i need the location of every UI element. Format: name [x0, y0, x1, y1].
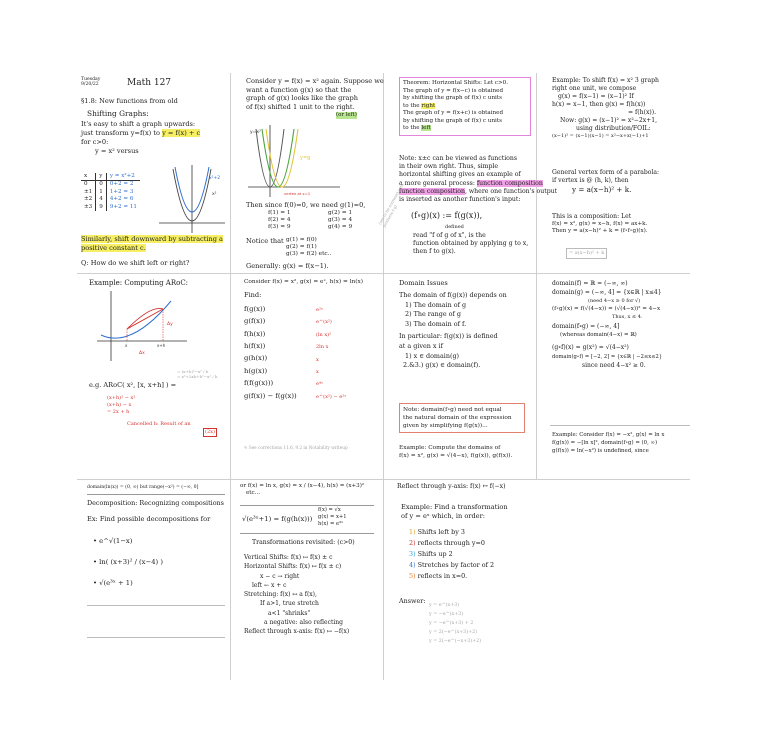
note-page-8: [536, 273, 690, 479]
text-line: (need 4−x ≥ 0 for √): [588, 297, 641, 304]
theorem-line: The graph of y = f(x+c) is obtained: [403, 110, 504, 117]
text-line: Example: Find a transformation: [401, 503, 508, 511]
text-line: 2.&3.) g(x) ∈ domain(f).: [403, 361, 481, 370]
value: f(1) = 1: [268, 210, 291, 216]
text-line: h(x) = x−1, then g(x) = f(h(x)): [552, 101, 646, 109]
table-cell: 1: [96, 189, 107, 196]
text-line: a more general process:: [399, 179, 475, 187]
table-cell: 0+2 = 2: [109, 181, 134, 188]
text-line: (f∘g)(x) = f(√(4−x)) = (√(4−x))² = 4−x: [552, 306, 661, 313]
highlight: right: [421, 102, 436, 109]
red-answer: x: [316, 368, 319, 375]
text-line: y = x² versus: [95, 146, 139, 155]
text-line: then f to g(x).: [413, 248, 456, 256]
text-line: want a function g(x) so that the: [246, 85, 352, 94]
note-box: [399, 403, 525, 433]
date-label: Tuesday 9/20/22: [81, 77, 101, 88]
text-line: Vertical Shifts: f(x) ↦ f(x) ± c: [244, 554, 333, 561]
text-line: Consider f(x) = x², g(x) = eˣ, h(x) = ln(x): [244, 279, 364, 285]
text-line: If a>1, true stretch: [260, 600, 319, 608]
text-line: This is a composition: Let: [552, 213, 632, 220]
graph-label: Δx: [139, 351, 145, 356]
text-line: Generally: g(x) = f(x−1).: [246, 262, 329, 270]
text-line: is inserted as another function's input:: [399, 195, 521, 203]
text-line: (x−1)² = (x−1)(x−1) = x²−x+x(−1)+1: [552, 133, 649, 140]
value: g(2) = f(1): [286, 244, 317, 251]
step-text: Shifts left by 3: [415, 528, 465, 536]
red-answer: x: [316, 356, 319, 363]
text-line: at a given x if: [399, 342, 443, 351]
table-cell: 4: [96, 196, 107, 203]
red-answer: 2ln x: [316, 344, 329, 351]
aroc-formula: e.g. ARoC( x², [x, x+h] ) =: [89, 381, 177, 389]
text-line: the natural domain of the expression: [403, 415, 512, 422]
text-line: right one unit, we compose: [552, 85, 637, 93]
answer-label: Answer:: [399, 597, 426, 605]
expression: ln( (x+3)² / (x−4) ): [99, 558, 163, 567]
text-line: f(x) = x², g(x) = √(4−x), f(g(x)), g(f(x)).: [399, 452, 513, 459]
text-line: Then y = a(x−h)² + k = (f∘f∘g)(x).: [552, 228, 648, 235]
highlight: function composition: [399, 187, 465, 195]
answer-line: y = 2(−e^(x+3)+2): [429, 630, 478, 636]
composition-row: f(f(g(x))): [244, 379, 274, 388]
graph-label: Δy: [167, 322, 173, 327]
text-line: etc...: [246, 490, 261, 497]
step-text: reflects through y=0: [415, 538, 485, 547]
red-note: (x+h) − x: [107, 401, 132, 408]
text-line: General vertex form of a parabola:: [552, 169, 660, 176]
red-answer: e^(x²) − e²ˣ: [316, 393, 347, 400]
heading: Shifting Graphs:: [87, 108, 149, 118]
section-heading: Decomposition: Recognizing compositions: [87, 499, 224, 507]
red-note: = 2x + h: [107, 408, 130, 415]
value: g(3) = 4: [328, 217, 353, 224]
text-line: graph of g(x) looks like the graph: [246, 94, 358, 103]
table-cell: 0: [96, 181, 107, 189]
text-line: of y = eˣ which, in order:: [401, 511, 485, 520]
definition: f(x) = √x: [318, 507, 341, 513]
table-cell: 0: [81, 181, 96, 189]
text-line: domain(g) = (−∞, 4] = {x∈ℝ | x≤4}: [552, 289, 662, 297]
red-note: Cancelled h: Result of an: [127, 421, 191, 428]
gray-annotation: = a(x−h)² + k: [566, 248, 607, 259]
text-line: given by simplifying f(g(x))...: [403, 423, 488, 430]
highlight-note: Similarly, shift downward by subtracting a positive constant c.: [81, 235, 223, 252]
composition-row: f(g(x)): [244, 305, 266, 313]
note-page-11: [383, 479, 536, 680]
shift-graph: [248, 125, 340, 197]
value: g(4) = 9: [328, 224, 353, 231]
table-cell: 4+2 = 6: [109, 196, 134, 203]
note-page-5: [77, 273, 230, 479]
text-line: 3) The domain of f.: [405, 319, 467, 328]
table-cell: 9: [96, 204, 107, 211]
text-line: a<1 "shrinks": [268, 609, 311, 617]
composition-row: g(h(x)): [244, 354, 268, 363]
text-line: = f(h(x)).: [628, 109, 657, 117]
step-text: Shifts up 2: [415, 549, 453, 558]
composition-row: h(f(x)): [244, 342, 266, 351]
expression: √(e³ˣ + 1): [99, 579, 133, 588]
table-cell: 9+2 = 11: [109, 203, 137, 210]
text-line: just transform y=f(x) to: [81, 129, 160, 138]
graph-label: y=g: [300, 155, 311, 161]
definition: h(x) = e³ˣ: [318, 521, 344, 528]
section-title: Domain Issues: [399, 279, 448, 287]
note-page-3: [377, 73, 558, 273]
note-page-9: [77, 479, 230, 680]
text-line: The domain of f(g(x)) depends on: [399, 291, 507, 299]
highlight: function composition: [476, 179, 543, 187]
table-cell: ±1: [81, 189, 96, 196]
gray-note: = (x+h)²−x² / h: [177, 369, 209, 374]
text-line: domain(ln(x)) = (0, ∞) but range(−x²) = (−∞, 0]: [87, 485, 199, 490]
text-line: g(x) = f(x−1) = (x−1)² If: [558, 93, 634, 101]
text-line: 2) The range of g: [405, 310, 462, 319]
note-page-6: [230, 273, 383, 479]
theorem-line: by shifting the graph of f(x) c units: [403, 95, 502, 102]
red-note: (2x): [205, 429, 215, 435]
gray-note: = x²+2xh+h²−x² / h: [177, 374, 218, 380]
text-line: It's easy to shift a graph upwards:: [81, 120, 196, 129]
footer-note: ✎ See corrections 11.6, 9.2 in Notability writeup: [244, 445, 348, 450]
text-line: Ex: Find possible decompositions for: [87, 515, 211, 523]
text-line: domain(f) = ℝ = (−∞, ∞): [552, 280, 628, 287]
text-line: if vertex is @ (h, k), then: [552, 177, 629, 185]
text-line: x − c → right: [260, 572, 300, 580]
text-line: Reflect through x-axis: f(x) ↦ −f(x): [244, 628, 350, 636]
text-line: in their own right. Thus, simple: [399, 163, 499, 171]
value: g(3) = f(2) etc..: [286, 251, 332, 258]
page-title: Math 127: [127, 78, 172, 88]
note-page-7: [383, 273, 536, 479]
text-line: domain(f∘g) = (−∞, 4]: [552, 322, 620, 330]
composition-row: f(h(x)): [244, 329, 266, 338]
text-line: (g∘f)(x) = g(x²) = √(4−x²): [552, 344, 629, 352]
theorem-line: Theorem: Horizontal Shifts: Let c>0.: [403, 80, 509, 86]
text-line: left ← x + c: [252, 581, 287, 589]
notes-sheet: [77, 73, 690, 680]
parabola-graph: [159, 165, 225, 233]
composition-formula: √(e³ˣ+1) = f(g(h(x))): [242, 515, 313, 523]
step-number: 4): [409, 560, 416, 569]
expression: e^√(1−x): [99, 537, 133, 545]
note-page-1: [77, 73, 230, 273]
note-page-10: [230, 479, 383, 680]
text-line: domain(g∘f) = [−2, 2] = {x∈ℝ | −2≤x≤2}: [552, 353, 663, 360]
table-header: y = x²+2: [106, 173, 140, 181]
section-heading: §1.8: New functions from old: [81, 97, 178, 105]
side-note: (not to be confused with products f·g): [377, 182, 405, 228]
text-line: Find:: [244, 291, 262, 299]
theorem-box: [399, 77, 531, 136]
text-line: for c>0:: [81, 137, 109, 146]
composition-row: g(f(x)) − f(g(x)): [244, 391, 297, 400]
text-line: Thus, x ≤ 4.: [612, 314, 643, 320]
value-table: [81, 173, 140, 211]
vertex-formula: y = a(x−h)² + k.: [572, 185, 632, 195]
theorem-line: The graph of y = f(x−c) is obtained: [403, 87, 504, 94]
text-line: Example: To shift f(x) = x² 3 graph: [552, 77, 659, 84]
red-answer: e⁴ˣ: [316, 381, 324, 388]
answer-line: y = e^(x+3): [429, 603, 460, 608]
text-line: using distribution/FOIL:: [576, 125, 651, 133]
bullet-icon: •: [93, 579, 100, 588]
step: [409, 571, 494, 582]
step: [409, 549, 494, 560]
example-title: Example: Computing ARoC:: [89, 279, 189, 287]
composition-formula: (f∘g)(x) := f(g(x)),: [411, 211, 483, 220]
highlight: (or left): [336, 111, 357, 118]
text-line: f(g(x)) = −[ln x]², domain(f∘g) = (0, ∞): [552, 440, 658, 447]
step: [409, 560, 494, 571]
table-cell: ±2: [81, 196, 96, 203]
bullet-icon: •: [93, 558, 100, 567]
composition-row: g(f(x)): [244, 317, 266, 326]
note-page-2: [230, 73, 383, 273]
question: Q: How do we shift left or right?: [81, 259, 190, 267]
red-answer: e²ˣ: [316, 307, 324, 313]
text-line: (whereas domain(4−x) = ℝ): [560, 332, 637, 339]
text-line: horizontal shifting gives an example of: [399, 171, 521, 179]
text-line: Now: g(x) = (x−1)² = x²−2x+1,: [560, 117, 658, 125]
text-line: In particular: f(g(x)) is defined: [399, 332, 498, 341]
step-number: 3): [409, 549, 416, 558]
highlight: y = f(x) + c: [162, 129, 201, 138]
step: [409, 538, 494, 549]
text-line: Then since f(0)=0, we need g(1)=0,: [246, 201, 366, 209]
text-line: , where one function's output: [464, 187, 558, 195]
value: f(3) = 9: [268, 224, 291, 231]
composition-row: h(g(x)): [244, 366, 268, 375]
section-heading: Transformations revisited: (c>0): [252, 539, 355, 546]
text-line: 1) x ∈ domain(g): [405, 351, 460, 360]
text-line: Notice that: [246, 237, 284, 245]
text-line: Note: domain(f∘g) need not equal: [403, 407, 502, 413]
text-line: g(f(x)) = ln(−x²) is undefined, since: [552, 448, 649, 455]
step: [409, 527, 494, 538]
answer-line: y = −e^(x+3) + 2: [429, 621, 474, 627]
value: g(1) = f(0): [286, 237, 317, 243]
text-line: function obtained by applying g to x,: [413, 240, 529, 248]
answer-line: y = −e^(x+3): [429, 612, 464, 618]
step-number: 1): [409, 528, 416, 536]
text-line: a negative: also reflecting: [264, 619, 343, 627]
table-cell: 1+2 = 3: [109, 188, 134, 195]
theorem-line: to the: [403, 125, 420, 132]
text-line: Example: Consider f(x) = −x², g(x) = ln x: [552, 432, 665, 438]
theorem-line: to the: [403, 102, 420, 109]
table-header: y: [96, 173, 107, 181]
curve-label: x²: [212, 192, 217, 197]
value: f(2) = 4: [268, 217, 291, 224]
step-number: 5): [409, 571, 416, 580]
table-header: x: [81, 173, 96, 181]
highlight: left: [421, 125, 431, 132]
red-note: (x+h)² − x²: [107, 395, 136, 401]
text-line: Stretching: f(x) ↦ a f(x),: [244, 591, 317, 599]
red-answer: e^(x²): [316, 319, 332, 326]
answer-line: y = 2(−e^(−x+3)+2): [429, 639, 482, 645]
text-line: Note: x±c can be viewed as functions: [399, 155, 518, 162]
text-line: Horizontal Shifts: f(x) ↦ f(x ± c): [244, 563, 342, 571]
aroc-graph: [91, 291, 187, 361]
step-text: Stretches by factor of 2: [415, 560, 495, 569]
text-line: defined: [445, 224, 464, 230]
step-text: reflects in x=0.: [415, 571, 468, 580]
text-line: read "f of g of x", is the: [413, 232, 486, 239]
table-cell: ±3: [81, 204, 96, 211]
text-line: Example: Compute the domains of: [399, 445, 501, 451]
graph-label: y=x²: [250, 130, 261, 135]
text-line: f(x) = x², g(x) = x−h, f(x) = ax+k.: [552, 221, 648, 228]
text-line: 1) The domain of g: [405, 300, 467, 309]
text-line: since need 4−x² ≥ 0.: [582, 361, 646, 369]
value: g(2) = 1: [328, 210, 353, 216]
text-line: Reflect through y-axis: f(x) ↦ f(−x): [397, 483, 506, 490]
graph-label: x+h: [157, 343, 166, 348]
text-line: Consider y = f(x) = x² again. Suppose we: [246, 77, 384, 85]
bullet-icon: •: [93, 537, 100, 545]
graph-label: x: [125, 343, 128, 348]
theorem-line: by shifting the graph of f(x) c units: [403, 117, 502, 124]
text-line: or f(x) = ln x, g(x) = x / (x−4), h(x) = (x+3)²: [240, 483, 365, 489]
curve-label: x²+2: [209, 176, 221, 181]
definition: g(x) = x+1: [318, 514, 347, 521]
note-page-4: [536, 73, 690, 273]
text-line: of f(x) shifted 1 unit to the right.: [246, 103, 355, 112]
red-answer: (ln x)²: [316, 331, 332, 338]
graph-note: vertex at x=1: [284, 191, 311, 196]
step-number: 2): [409, 538, 416, 547]
